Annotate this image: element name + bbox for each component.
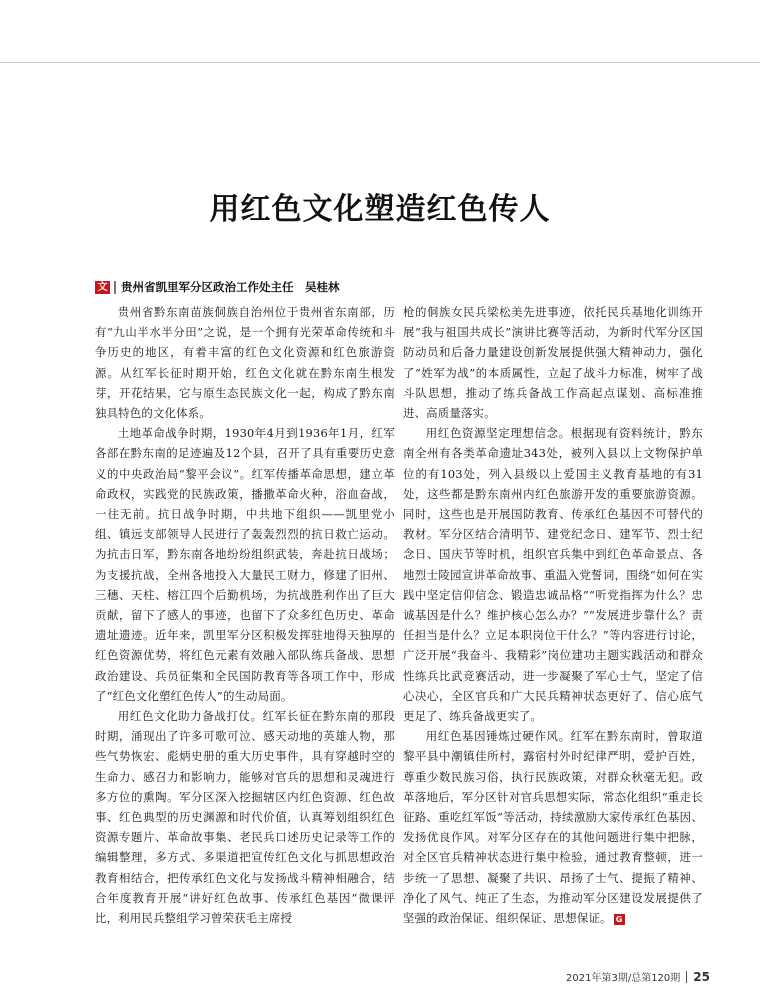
footer-divider [686,971,687,983]
article-title: 用红色文化塑造红色传人 [209,192,551,227]
byline [95,279,340,295]
paragraph: 土地革命战争时期，1930年4月到1936年1月，红军各部在黔东南的足迹遍及12个县，召开了具有重要历史意义的中央政治局“黎平会议”。红军传播革命思想，建立革命政权，实践党的民族政策，播撒革命火种，浴血奋战，一往无前。抗日战争时期，中共地下组织——凯里党小组、镇远支部领导人民进行了轰轰烈烈的抗日救亡运动。为抗击日军，黔东南各地纷纷组织武装，奔赴抗日战场；为支援抗战，全州各地投入大量民工财力，修建了旧州、三穗、天柱、榕江四个后勤机场，为抗战胜利作出了巨大贡献，留下了感人的事迹，也留下了众多红色历史、革命遗址遗迹。近年来，凯里军分区积极发挥驻地得天独厚的红色资源优势，将红色元素有效融入部队练兵备战、思想政治建设、兵员征集和全民国防教育等各项工作中，形成了“红色文化塑红色传人”的生动局面。 [95,426,395,703]
page-number: 25 [693,969,710,984]
wen-badge-icon: 文 [95,281,110,294]
paragraph: 用红色文化助力备战打仗。红军长征在黔东南的那段时期，涌现出了许多可歌可泣、感天动地的英雄人物，那些气势恢宏、彪炳史册的重大历史事件，具有穿越时空的生命力、感召力和影响力，能够对官兵的思想和灵魂进行多方位的熏陶。军分区深入挖掘辖区内红色资源、红色故事、红色典型的历史渊源和时代价值，认真筹划组织红色资源专题片、革命故事集、老民兵口述历史记录等工作的编辑整理，多方式、多渠道把宣传红色文化与抓思想政治教育相结合，把传承红色文化与发扬战斗精神相融合，结合年度教育开展“讲好红色故事、传承红色基因”微课评比，利用民兵整组学习曾荣获毛主席授 [95,709,395,926]
top-rule [0,62,760,63]
paragraph: 枪的侗族女民兵梁松美先进事迹，依托民兵基地化训练开展“我与祖国共成长”演讲比赛等活动，为新时代军分区国防动员和后备力量建设创新发展提供强大精神动力，强化了“姓军为战”的本质属性，立起了战斗力标准，树牢了战斗队思想，推动了练兵备战工作高起点谋划、高标准推进、高质量落实。 [403,305,703,421]
author: 贵州省凯里军分区政治工作处主任 吴桂林 [121,280,340,294]
end-mark-icon: G [614,914,625,925]
issue-info: 2021年第3期/总第120期 [566,973,681,984]
footer [566,969,710,984]
paragraph: 贵州省黔东南苗族侗族自治州位于贵州省东南部，历有“九山半水半分田”之说，是一个拥有光荣革命传统和斗争历史的地区，有着丰富的红色文化资源和红色旅游资源。从红军长征时期开始，红色文化就在黔东南生根发芽，开花结果，它与原生态民族文化一起，构成了黔东南独具特色的文化体系。 [95,305,395,421]
paragraph [403,726,703,928]
byline-divider [114,281,116,294]
right-column [403,302,703,928]
paragraph: 用红色资源坚定理想信念。根据现有资料统计，黔东南全州有各类革命遗址343处，被列入县以上文物保护单位的有103处，列入县级以上爱国主义教育基地的有31处，这些都是黔东南州内红色旅游开发的重要旅游资源。同时，这些也是开展国防教育、传承红色基因不可替代的教材。军分区结合清明节、建党纪念日、建军节、烈士纪念日、国庆节等时机，组织官兵集中到红色革命景点、各地烈士陵园宣讲革命故事、重温入党誓词，围绕“如何在实践中坚定信仰信念、锻造忠诚品格”“听党指挥为什么？忠诚基因是什么？维护核心怎么办？”“发展进步靠什么？责任担当是什么？立足本职岗位干什么？”等内容进行讨论，广泛开展“我奋斗、我精彩”岗位建功主题实践活动和群众性练兵比武竞赛活动，进一步凝聚了军心士气，坚定了信心决心，全区官兵和广大民兵精神状态更好了、信心底气更足了、练兵备战更实了。 [403,426,703,724]
paragraph-text: 用红色基因锤炼过硬作风。红军在黔东南时，曾取道黎平县中潮镇佳所村，露宿村外时纪律严明，爱护百姓，尊重少数民族习俗，执行民族政策，对群众秋毫无犯。政革落地后，军分区针对官兵思想实际，常态化组织“重走长征路、重吃红军饭”等活动，持续激励大家传承红色基因、发扬优良作风。对军分区存在的其他问题进行集中把脉，对全区官兵精神状态进行集中检验，通过教育整顿，进一步统一了思想、凝聚了共识、昂扬了士气、提振了精神、净化了风气、纯正了生态，为推动军分区建设发展提供了坚强的政治保证、组织保证、思想保证。 [403,729,703,926]
left-column [95,302,395,928]
